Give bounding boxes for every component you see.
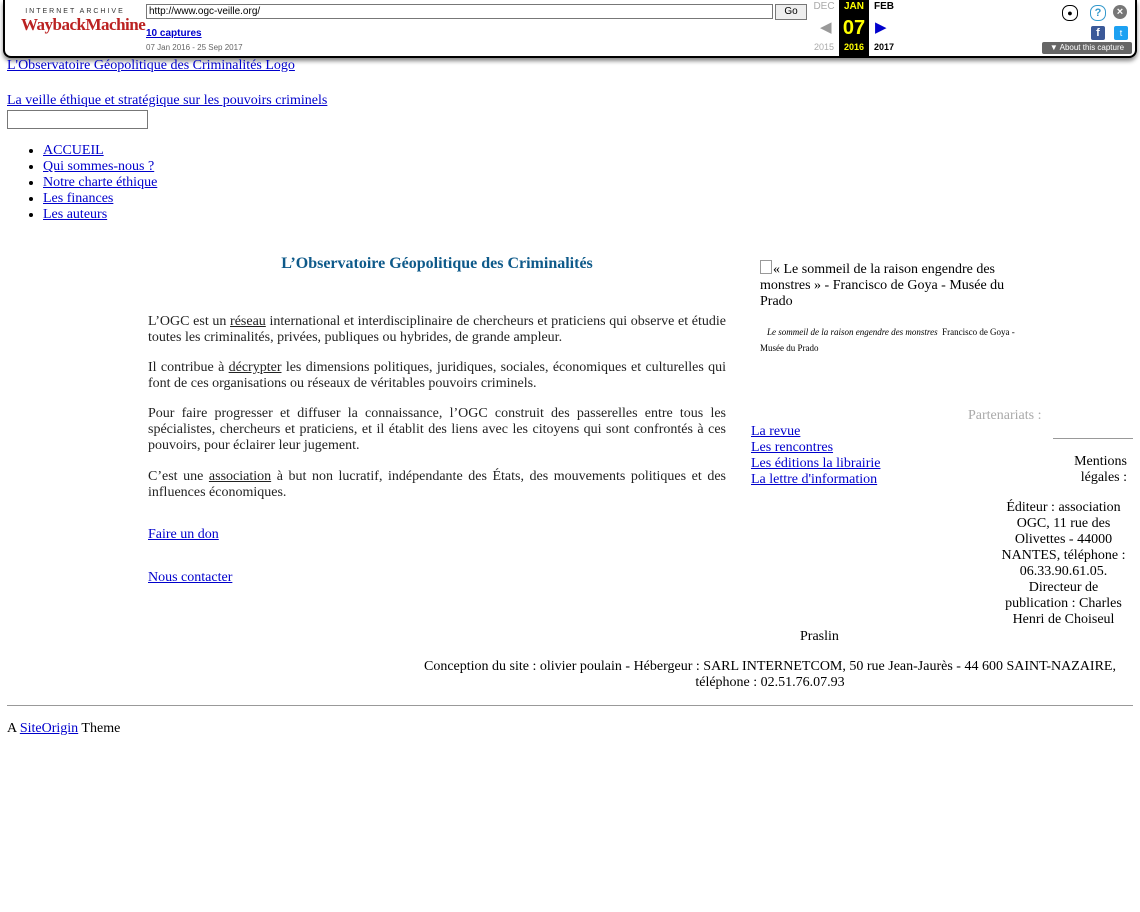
prev-year-label: 2015	[813, 42, 835, 52]
cur-day-label: 07	[842, 17, 866, 39]
p2-pre: Il contribue à	[148, 360, 229, 375]
sidebar-links	[751, 424, 880, 488]
intro-paragraph-2	[148, 360, 726, 392]
donate-link[interactable]: Faire un don	[148, 527, 219, 542]
wayback-go-button[interactable]: Go	[775, 4, 807, 20]
site-logo-link[interactable]: L'Observatoire Géopolitique des Criminalités Logo	[7, 58, 295, 73]
goya-image-alt: « Le sommeil de la raison engendre des monstres » - Francisco de Goya - Musée du Prado	[760, 262, 1005, 309]
nav-item	[43, 159, 157, 175]
theme-post: Theme	[78, 721, 121, 736]
next-year-label: 2017	[873, 42, 895, 52]
nav-item	[43, 143, 157, 159]
wayback-logo-top: INTERNET ARCHIVE	[25, 8, 125, 15]
wayback-next-month[interactable]	[869, 0, 899, 52]
close-icon[interactable]: ×	[1113, 5, 1127, 19]
nav-item	[43, 175, 157, 191]
main-nav	[0, 143, 157, 223]
theme-credit	[7, 721, 120, 737]
wayback-url-input[interactable]: http://www.ogc-veille.org/	[146, 4, 773, 19]
intro-paragraph-1	[148, 314, 726, 346]
page-title: L’Observatoire Géopolitique des Criminalités	[281, 255, 593, 272]
wayback-current-month	[839, 0, 869, 56]
goya-image	[760, 260, 1030, 310]
wayback-capture-range: 07 Jan 2016 - 25 Sep 2017	[146, 43, 243, 52]
link-la-revue[interactable]: La revue	[751, 424, 801, 439]
p4-post: à but non lucratif, indépendante des États, des mouvements politiques et des influences économiques.	[148, 469, 727, 500]
p2-post: les dimensions politiques, juridiques, sociales, économiques et culturelles qui font de ces organisations ou réseaux de véritables pouvoirs criminels.	[148, 360, 726, 391]
prev-month-label: DEC	[813, 1, 835, 12]
legal-editor-suffix: Praslin	[800, 629, 839, 644]
nav-item	[43, 207, 157, 223]
wayback-logo-main: WaybackMachine	[21, 15, 146, 34]
p1-post: international et interdisciplinaire de chercheurs et praticiens qui observe et étudie toutes les criminalités, privées, publiques ou hybrides, de grande ampleur.	[148, 314, 726, 345]
cur-year-label: 2016	[843, 42, 865, 52]
help-icon[interactable]: ?	[1090, 5, 1106, 21]
wayback-captures-link[interactable]: 10 captures	[146, 28, 202, 39]
intro-paragraph-4	[148, 469, 726, 501]
goya-caption	[760, 324, 1040, 356]
footer-credit: Conception du site : olivier poulain - Hébergeur : SARL INTERNETCOM, 50 rue Jean-Jaurès - 44 600 SAINT-NAZAIRE, téléphone : 02.51.76.07.93	[424, 659, 1116, 690]
partners-heading: Partenariats :	[968, 408, 1042, 423]
goya-caption-rest: Francisco de Goya - Musée du Prado	[760, 327, 1015, 353]
p4-pre: C’est une	[148, 469, 209, 484]
wayback-logo[interactable]	[21, 8, 146, 35]
next-month-label: FEB	[874, 1, 894, 12]
broken-image-icon	[760, 260, 772, 274]
twitter-icon[interactable]: t	[1114, 26, 1128, 40]
footer-divider	[7, 705, 1133, 706]
link-les-rencontres[interactable]: Les rencontres	[751, 440, 834, 455]
siteorigin-link[interactable]: SiteOrigin	[19, 721, 79, 736]
about-capture-label: About this capture	[1059, 43, 1125, 52]
intro-paragraph-3: Pour faire progresser et diffuser la connaissance, l’OGC construit des passerelles entre tous les spécialistes, chercheurs et praticiens, et il établit des liens avec les citoyens qui sont confrontés à ces pouvoirs, pour éclairer leur jugement.	[148, 406, 726, 453]
search-input[interactable]	[7, 110, 148, 129]
reseau-link[interactable]: réseau	[230, 314, 266, 329]
facebook-icon[interactable]: f	[1091, 26, 1105, 40]
nav-item	[43, 191, 157, 207]
site-tagline-link[interactable]: La veille éthique et stratégique sur les pouvoirs criminels	[7, 93, 328, 108]
cur-month-label: JAN	[839, 0, 869, 16]
nav-charte[interactable]: Notre charte éthique	[43, 175, 158, 190]
goya-caption-title: Le sommeil de la raison engendre des monstres	[767, 327, 938, 337]
partners-divider	[1053, 438, 1133, 439]
contact-link[interactable]: Nous contacter	[148, 570, 233, 585]
legal-heading: Mentions légales :	[1074, 454, 1127, 485]
user-icon[interactable]: ●	[1062, 5, 1078, 21]
nav-auteurs[interactable]: Les auteurs	[43, 207, 108, 222]
p1-pre: L’OGC est un	[148, 314, 231, 329]
wayback-prev-month[interactable]	[809, 0, 839, 52]
next-capture-arrow-icon[interactable]: ▶	[875, 19, 887, 36]
nav-finances[interactable]: Les finances	[43, 191, 114, 206]
link-editions-librairie[interactable]: Les éditions la librairie	[751, 456, 881, 471]
decrypter-link[interactable]: décrypter	[228, 360, 282, 375]
nav-accueil[interactable]: ACCUEIL	[43, 143, 104, 158]
legal-editor-text: Éditeur : association OGC, 11 rue des Olivettes - 44000 NANTES, téléphone : 06.33.90.61.05. Directeur de publication : Charles Henri de Choiseul	[1001, 500, 1126, 627]
theme-pre: A	[7, 721, 20, 736]
nav-qui-sommes-nous[interactable]: Qui sommes-nous ?	[43, 159, 155, 174]
wayback-toolbar	[3, 0, 1137, 58]
link-lettre-information[interactable]: La lettre d'information	[751, 472, 878, 487]
association-link[interactable]: association	[208, 469, 272, 484]
prev-capture-arrow-icon[interactable]: ◀	[820, 19, 832, 36]
about-capture-button[interactable]: ▼ About this capture	[1042, 42, 1132, 54]
